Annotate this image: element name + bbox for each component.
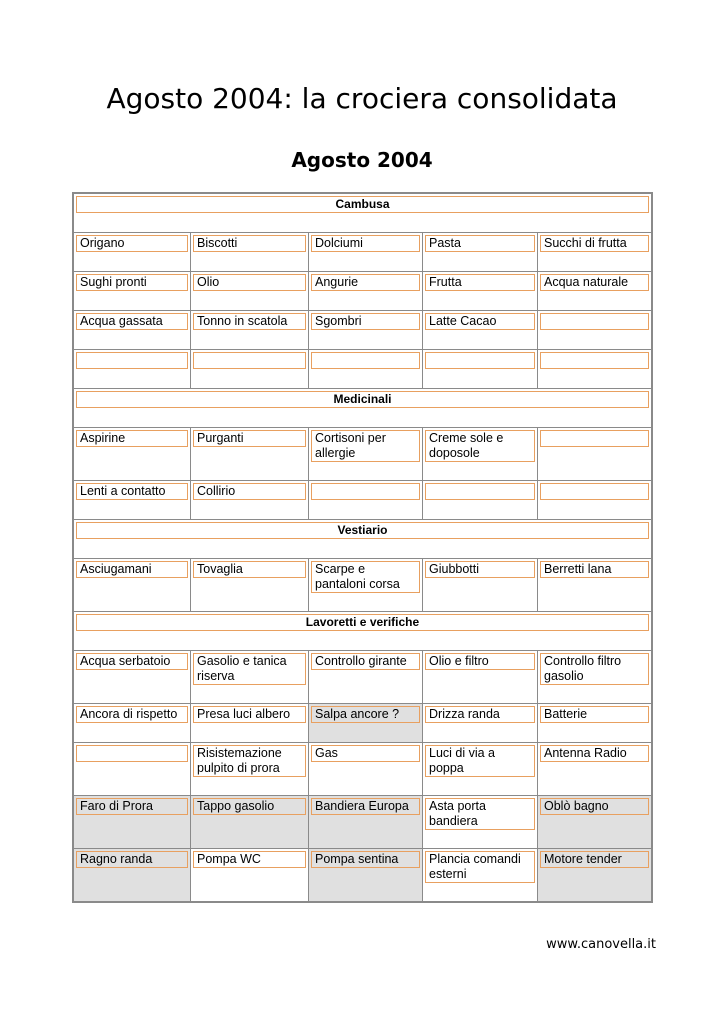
table-cell [538,272,651,310]
cell-label: Pompa WC [193,851,306,868]
table-cell [423,311,538,349]
cell-label: Faro di Prora [76,798,188,815]
table-cell [191,559,309,611]
cell-label: Controllo filtro gasolio [540,653,649,685]
table-cell [74,350,191,388]
section-header-vestiario [74,520,651,559]
table-cell [74,428,191,480]
cell-label: Risistemazione pulpito di prora [193,745,306,777]
cell-label: Asciugamani [76,561,188,578]
table-cell [74,796,191,848]
cell-label: Acqua gassata [76,313,188,330]
table-cell [538,481,651,519]
table-cell [538,350,651,388]
cell-label: Bandiera Europa [311,798,420,815]
section-label: Cambusa [76,196,649,213]
cell-label: Plancia comandi esterni [425,851,535,883]
table-cell [538,849,651,901]
cell-label: Luci di via a poppa [425,745,535,777]
cell-label: Berretti lana [540,561,649,578]
table-cell [191,233,309,271]
cell-label [425,483,535,500]
cell-label: Salpa ancore ? [311,706,420,723]
cell-label: Frutta [425,274,535,291]
cell-label [540,313,649,330]
table-cell [309,651,423,703]
table-row [74,796,651,849]
table-cell [423,849,538,901]
cell-label: Biscotti [193,235,306,252]
cell-label: Sgombri [311,313,420,330]
cell-label: Aspirine [76,430,188,447]
section-header-medicinali [74,389,651,428]
cell-label: Dolciumi [311,235,420,252]
table-cell [74,272,191,310]
table-row [74,311,651,350]
table-row [74,428,651,481]
table-cell [309,272,423,310]
table-cell [74,743,191,795]
cell-label: Tappo gasolio [193,798,306,815]
section-label: Medicinali [76,391,649,408]
table-cell [538,233,651,271]
table-cell [74,704,191,742]
table-cell [191,704,309,742]
cell-label [540,430,649,447]
table-cell [538,428,651,480]
cell-label: Oblò bagno [540,798,649,815]
cell-label: Origano [76,235,188,252]
cell-label: Succhi di frutta [540,235,649,252]
cell-label: Ragno randa [76,851,188,868]
table-row [74,704,651,743]
cell-label [311,483,420,500]
table-cell [74,651,191,703]
table-cell [309,311,423,349]
table-row [74,233,651,272]
cell-label: Acqua serbatoio [76,653,188,670]
table-cell [423,743,538,795]
cell-label [540,483,649,500]
page-title: Agosto 2004: la crociera consolidata [106,82,618,115]
table-row [74,272,651,311]
table-cell [423,704,538,742]
table-cell [74,849,191,901]
cell-label [76,352,188,369]
cell-label: Olio [193,274,306,291]
table-cell [191,796,309,848]
table-cell [309,233,423,271]
cell-label: Purganti [193,430,306,447]
table-cell [309,481,423,519]
table-row [74,350,651,389]
table-cell [423,481,538,519]
cell-label: Cortisoni per allergie [311,430,420,462]
cell-label: Lenti a contatto [76,483,188,500]
page-subtitle: Agosto 2004 [291,148,433,172]
cell-label: Creme sole e doposole [425,430,535,462]
table-row [74,559,651,612]
table-cell [191,849,309,901]
cell-label [193,352,306,369]
cell-label: Ancora di rispetto [76,706,188,723]
cell-label: Gasolio e tanica riserva [193,653,306,685]
cell-label: Acqua naturale [540,274,649,291]
table-cell [423,796,538,848]
cell-label: Angurie [311,274,420,291]
cell-label [311,352,420,369]
cell-label: Antenna Radio [540,745,649,762]
table-cell [538,311,651,349]
table-cell [309,350,423,388]
cell-label: Controllo girante [311,653,420,670]
table-cell [538,651,651,703]
table-cell [191,428,309,480]
cell-label: Giubbotti [425,561,535,578]
cell-label: Tonno in scatola [193,313,306,330]
cell-label [540,352,649,369]
table-cell [538,743,651,795]
table-cell [191,743,309,795]
section-header-cambusa [74,194,651,233]
table-row [74,651,651,704]
section-label: Lavoretti e verifiche [76,614,649,631]
cell-label: Motore tender [540,851,649,868]
cell-label: Scarpe e pantaloni corsa [311,561,420,593]
cell-label: Asta porta bandiera [425,798,535,830]
cell-label: Gas [311,745,420,762]
cell-label: Tovaglia [193,561,306,578]
table-cell [309,559,423,611]
table-cell [74,233,191,271]
table-cell [191,272,309,310]
table-cell [423,559,538,611]
cell-label: Pasta [425,235,535,252]
cell-label: Collirio [193,483,306,500]
table-row [74,849,651,901]
cell-label [425,352,535,369]
footer-url: www.canovella.it [546,937,656,952]
table-row [74,743,651,796]
cell-label: Olio e filtro [425,653,535,670]
table-cell [191,311,309,349]
checklist-table [72,192,653,903]
table-cell [309,428,423,480]
table-cell [423,272,538,310]
cell-label: Drizza randa [425,706,535,723]
table-cell [74,559,191,611]
table-cell [538,796,651,848]
cell-label: Sughi pronti [76,274,188,291]
cell-label: Pompa sentina [311,851,420,868]
cell-label [76,745,188,762]
table-cell [309,796,423,848]
table-cell [74,481,191,519]
section-label: Vestiario [76,522,649,539]
table-cell [423,428,538,480]
table-cell [191,481,309,519]
cell-label: Latte Cacao [425,313,535,330]
cell-label: Batterie [540,706,649,723]
table-cell [309,743,423,795]
table-cell [309,704,423,742]
cell-label: Presa luci albero [193,706,306,723]
table-cell [423,233,538,271]
table-cell [538,704,651,742]
table-cell [423,651,538,703]
table-row [74,481,651,520]
table-cell [538,559,651,611]
section-header-lavoretti [74,612,651,651]
table-cell [191,651,309,703]
table-cell [309,849,423,901]
table-cell [423,350,538,388]
table-cell [191,350,309,388]
table-cell [74,311,191,349]
